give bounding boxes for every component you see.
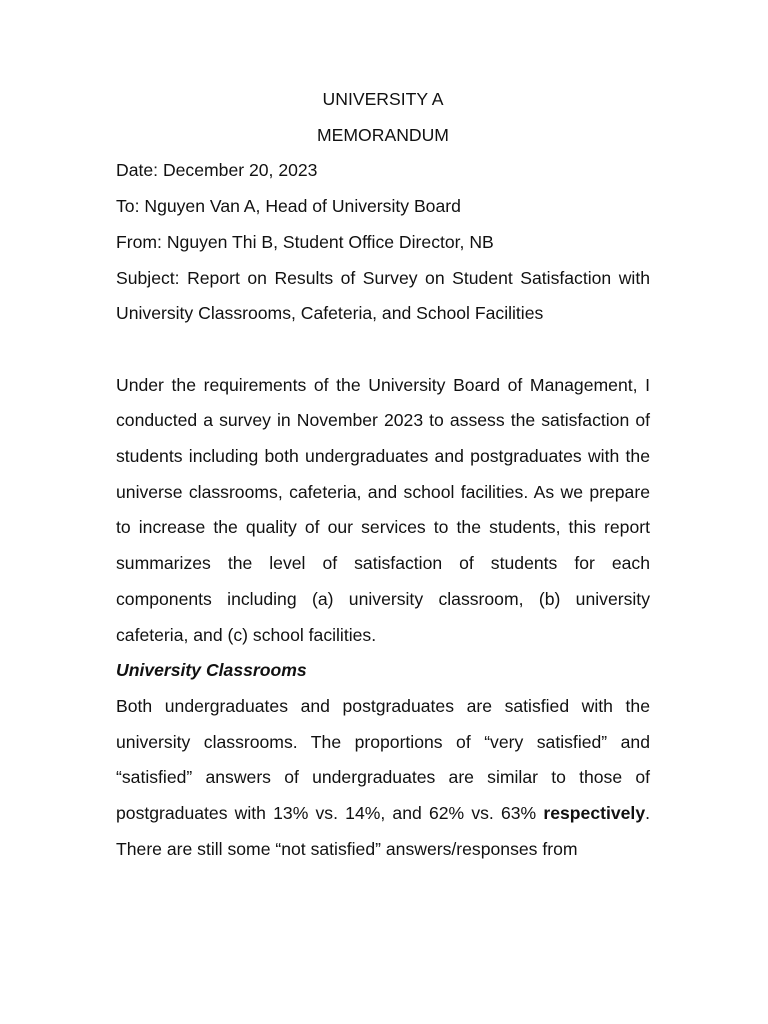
intro-paragraph: Under the requirements of the University Board of Management, I conducted a survey in November 2023 to assess the satisfaction of students including both undergraduates and postgraduates with the universe classrooms, cafeteria, and school facilities. As we prepare to increase the quality of our services to the students, this report summarizes the level of satisfaction of students for each components including (a) university classroom, (b) university cafeteria, and (c) school facilities. xyxy=(116,374,650,645)
document-type: MEMORANDUM xyxy=(317,124,449,145)
section-heading-classrooms: University Classrooms xyxy=(116,660,307,681)
memo-page xyxy=(116,82,650,867)
classrooms-text-a: Both undergraduates and postgraduates are satisfied with the university classrooms. The proportions of “very satisfied” and “satisfied” answers of undergraduates are similar to those of postgraduates with 13% vs. 14%, and 62% vs. 63% xyxy=(116,695,650,824)
from-line: From: Nguyen Thi B, Student Office Director, NB xyxy=(116,231,494,252)
classrooms-emphasis: respectively xyxy=(543,803,646,824)
classrooms-paragraph xyxy=(116,689,650,868)
paragraph-gap xyxy=(116,332,650,368)
classrooms-text-b: . There are still some “not satisfied” answers/responses from xyxy=(116,803,650,859)
subject-line: Subject: Report on Results of Survey on Student Satisfaction with University Classrooms, Cafeteria, and School Facilities xyxy=(116,267,650,324)
org-name: UNIVERSITY A xyxy=(322,89,444,109)
date-line: Date: December 20, 2023 xyxy=(116,160,318,181)
to-line: To: Nguyen Van A, Head of University Board xyxy=(116,196,461,217)
